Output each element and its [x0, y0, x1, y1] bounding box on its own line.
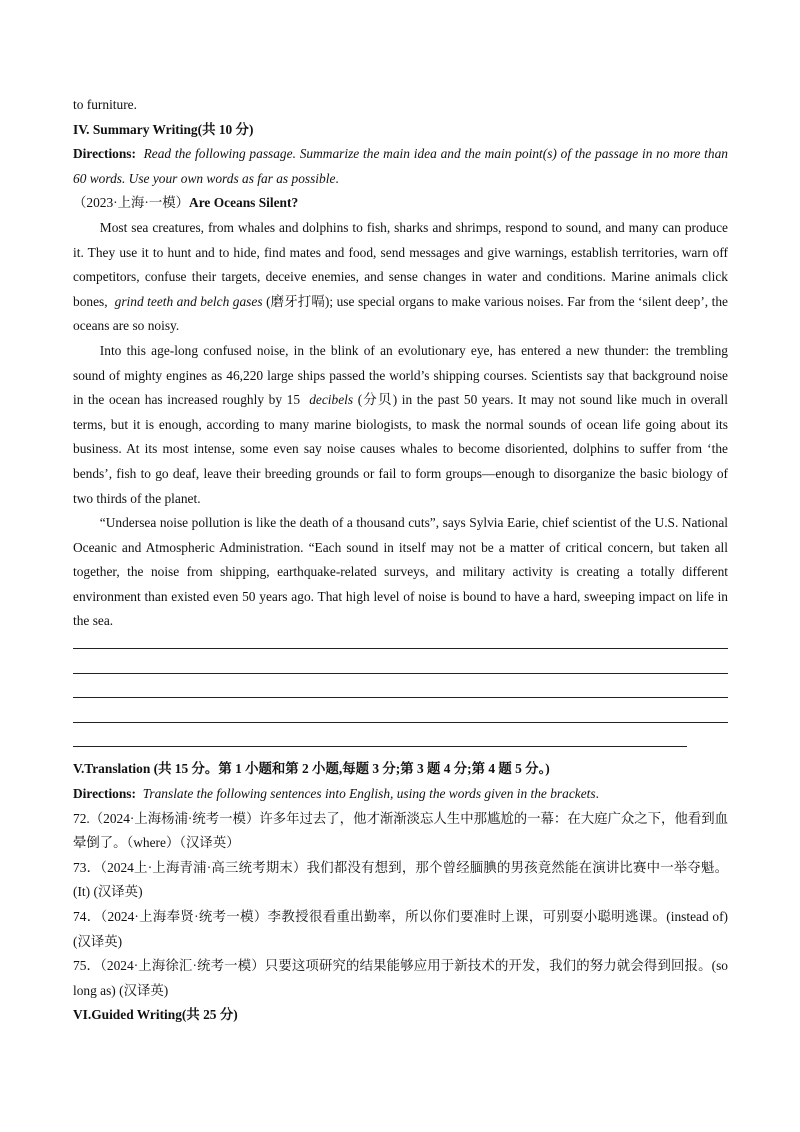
document-page	[73, 93, 728, 1028]
passage-paragraph-1: Most sea creatures, from whales and dolphins to fish, sharks and shrimps, respond to sound, and many can produce it. They use it to hunt and to hide, find mates and food, send messages and give warnings, establish territories, warn off competitors, confuse their targets, deceive enemies, and sense changes in water and conditions. Marine animals click bones, grind teeth and belch gases (磨牙打嗝); use special organs to make various noises. Far from the ‘silent deep’, the oceans are so noisy.	[73, 219, 728, 334]
answer-line[interactable]	[73, 648, 728, 649]
passage-source-title	[73, 191, 728, 216]
question-72: 72.（2024·上海杨浦·统考一模）许多年过去了，他才渐渐淡忘人生中那尴尬的一幕：在大庭广众之下，他看到血晕倒了。（where）（汉译英）	[73, 810, 729, 851]
question-75: 75．（2024·上海徐汇·统考一模）只要这项研究的结果能够应用于新技术的开发，我们的努力就会得到回报。(so long as) (汉译英)	[73, 958, 728, 998]
answer-line[interactable]	[73, 746, 687, 747]
question-74: 74．（2024·上海奉贤·统考一模）李教授很看重出勤率，所以你们要准时上课，可别耍小聪明逃课。(instead of) (汉译英)	[73, 909, 728, 949]
answer-line[interactable]	[73, 697, 728, 698]
section-4-directions: Directions: Read the following passage. Summarize the main idea and the main point(s) of the passage in no more than 60 words. Use your own words as far as possible.	[73, 146, 728, 186]
answer-line[interactable]	[73, 673, 728, 674]
passage-paragraph-3: “Undersea noise pollution is like the death of a thousand cuts”, says Sylvia Earie, chief scientist of the U.S. National Oceanic and Atmospheric Administration. “Each sound in itself may not be a matter of critical concern, but taken all together, the noise from shipping, earthquake-related surveys, and military activity is creating a totally different environment than existed even 50 years ago. That high level of noise is bound to have a hard, sweeping impact on life in the sea.	[73, 515, 728, 629]
passage-title: Are Oceans Silent?	[189, 195, 299, 211]
question-73: 73．（2024上·上海青浦·高三统考期末）我们都没有想到，那个曾经腼腆的男孩竟然能在演讲比赛中一举夺魁。 (It) (汉译英)	[73, 859, 728, 900]
section-5-heading: V.Translation (共 15 分。第 1 小题和第 2 小题,每题 3 分;第 3 题 4 分;第 4 题 5 分。)	[73, 761, 550, 777]
section-5-directions: Directions: Translate the following sentences into English, using the words given in the brackets.	[73, 786, 599, 802]
summary-answer-lines[interactable]	[73, 648, 728, 747]
section-4-heading: IV. Summary Writing(共 10 分)	[73, 121, 254, 137]
section-6-heading: VI.Guided Writing(共 25 分)	[73, 1007, 238, 1023]
answer-line[interactable]	[73, 722, 728, 723]
passage-source: （2023·上海·一模）	[73, 195, 190, 211]
top-fragment: to furniture.	[73, 97, 137, 112]
passage-paragraph-2: Into this age-long confused noise, in the blink of an evolutionary eye, has entered a new thunder: the trembling sound of mighty engines as 46,220 large ships passed the world’s shipping courses. Scientists say that background noise in the ocean has increased roughly by 15 decibels (分贝) in the past 50 years. It may not sound like much in overall terms, but it is enough, according to many marine biologists, to mask the normal sounds of ocean life going about its business. At its most intense, some even say noise causes whales to become disoriented, dolphins to suffer from ‘the bends’, fish to go deaf, leave their breeding grounds or fail to form groups—enough to disorganize the basic biology of two thirds of the planet.	[73, 342, 728, 506]
